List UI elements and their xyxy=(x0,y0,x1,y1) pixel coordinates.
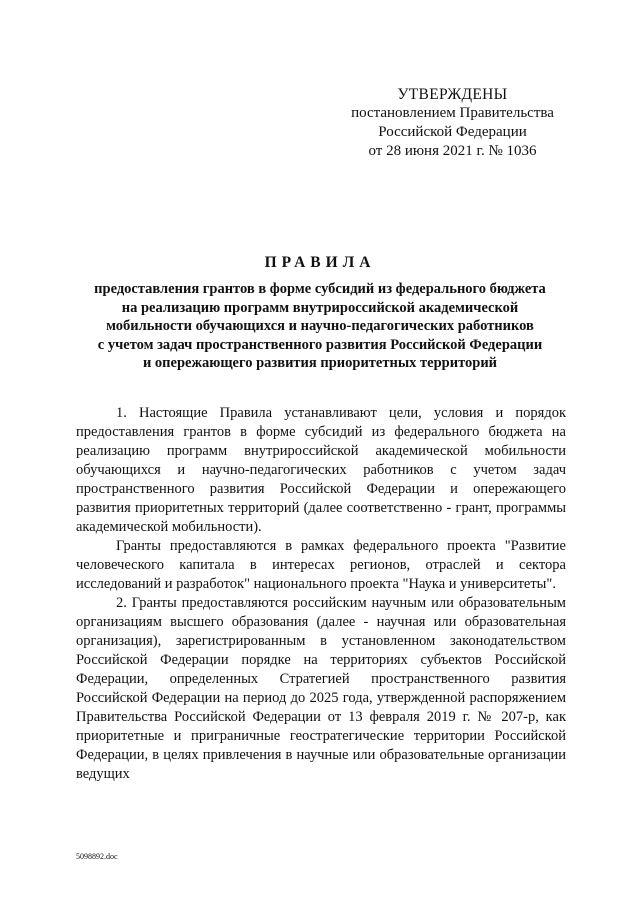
subtitle-line: на реализацию программ внутрироссийской академической xyxy=(121,299,519,316)
paragraph-1-continued: Гранты предоставляются в рамках федерального проекта "Развитие человеческого капитала в интересах регионов, отраслей и сектора исследований и разработок" национального проекта "Наука и университеты". xyxy=(76,538,566,592)
approval-line-resolution: постановлением Правительства xyxy=(351,105,554,121)
subtitle-line: предоставления грантов в форме субсидий из федерального бюджета xyxy=(94,281,546,297)
approval-line-date-number: от 28 июня 2021 г. № 1036 xyxy=(368,143,537,159)
approval-line-government: Российской Федерации xyxy=(378,124,527,140)
approval-block xyxy=(330,85,575,161)
document-title: ПРАВИЛА xyxy=(264,254,376,271)
document-file-code: 5098892.doc xyxy=(76,852,118,861)
subtitle-line: и опережающего развития приоритетных территорий xyxy=(142,355,498,371)
approval-heading: УТВЕРЖДЕНЫ xyxy=(397,86,508,103)
subtitle-line: мобильности обучающихся и научно-педагогических работников xyxy=(106,318,534,334)
subtitle-line: с учетом задач пространственного развития Российской Федерации xyxy=(97,336,543,353)
document-subtitle xyxy=(60,280,580,373)
paragraph-2: 2. Гранты предоставляются российским научным или образовательным организациям высшего образования (далее - научная или образовательная организация), зарегистрированным в установленном законодательством Российской Федерации порядке на территориях субъектов Российской Федерации, определенных Стратегией пространственного развития Российской Федерации на период до 2025 года, утвержденной распоряжением Правительства Российской Федерации от 13 февраля 2019 г. № 207-р, как приоритетные и приграничные геостратегические территории Российской Федерации, в целях привлечения в научные или образовательные организации ведущих xyxy=(76,595,566,782)
document-body xyxy=(76,404,566,784)
paragraph-1: 1. Настоящие Правила устанавливают цели, условия и порядок предоставления грантов в форме субсидий из федерального бюджета на реализацию программ внутрироссийской академической мобильности обучающихся и научно-педагогических работников с учетом задач пространственного развития Российской Федерации и опережающего развития приоритетных территорий (далее соответственно - грант, программы академической мобильности). xyxy=(76,405,566,535)
